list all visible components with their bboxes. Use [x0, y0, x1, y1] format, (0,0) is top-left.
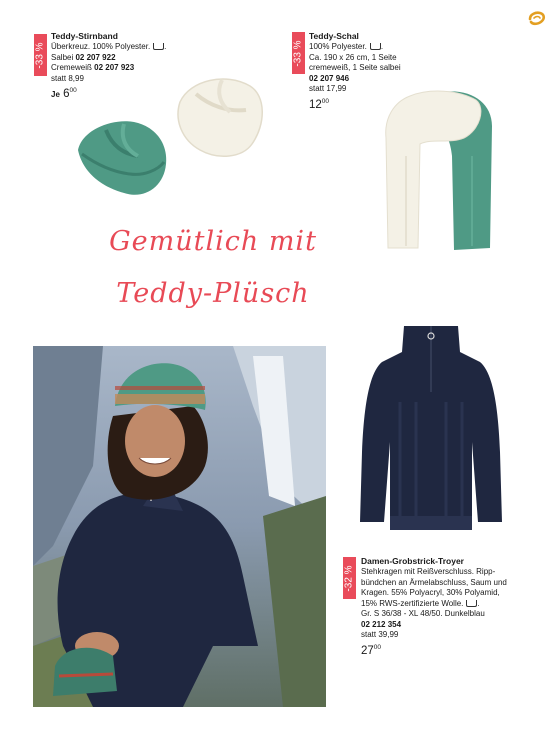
old-price: statt 17,99	[309, 84, 347, 93]
coffee-bean-logo-icon	[527, 10, 547, 28]
product-info-stirnband: Teddy-Stirnband Überkreuz. 100% Polyester. . Salbei 02 207 922 Cremeweiß 02 207 923 statt 8,99 Je $6^{00}$	[51, 31, 191, 102]
product-image-headband-sage	[72, 112, 172, 204]
product-title: Teddy-Stirnband	[51, 31, 118, 41]
product-title: Damen-Grobstrick-Troyer	[361, 556, 464, 566]
product-description: 100% Polyester.	[309, 42, 367, 51]
headline-line-2: Teddy-Plüsch	[116, 278, 310, 309]
price: Je $6^{00}$	[51, 87, 77, 100]
wash-care-icon	[370, 43, 381, 50]
price: $27^{00}$	[361, 643, 382, 657]
discount-badge-stirnband: -33 %	[34, 34, 47, 76]
article-number: 02 207 946	[309, 73, 350, 83]
wash-care-icon	[153, 43, 164, 50]
article-number: 02 207 922	[75, 52, 116, 62]
price: $12^{00}$	[309, 97, 330, 111]
old-price: statt 39,99	[361, 630, 399, 639]
brand-logo	[527, 10, 547, 28]
old-price: statt 8,99	[51, 73, 84, 83]
model-photo	[33, 346, 326, 707]
product-info-schal: Teddy-Schal 100% Polyester. . Ca. 190 x 26 cm, 1 Seite cremeweiß, 1 Seite salbei 02 207 946 statt 17,99 $12^{00}$	[309, 31, 449, 112]
product-image-sweater	[360, 322, 502, 530]
product-info-troyer: Damen-Grobstrick-Troyer Stehkragen mit Reißverschluss. Ripp- bündchen an Ärmelabschluss, Saum und Kragen. 55% Polyacryl, 30% Polyamid, 15% RWS-zertifizierte Wolle. . Gr. S 36/38 - XL 48/50. Dunkelblau 02 212 354 statt 39,99 $27^{00}$	[361, 556, 551, 658]
product-title: Teddy-Schal	[309, 31, 359, 41]
product-image-headband-cream	[170, 72, 268, 162]
product-description: Überkreuz. 100% Polyester.	[51, 42, 151, 51]
headline-line-1: Gemütlich mit	[109, 226, 317, 257]
article-number: 02 207 923	[94, 63, 135, 72]
discount-badge-troyer: -32 %	[343, 557, 356, 599]
wash-care-icon	[466, 600, 477, 607]
discount-badge-schal: -33 %	[292, 32, 305, 74]
product-image-scarf	[380, 86, 500, 256]
article-number: 02 212 354	[361, 619, 402, 629]
